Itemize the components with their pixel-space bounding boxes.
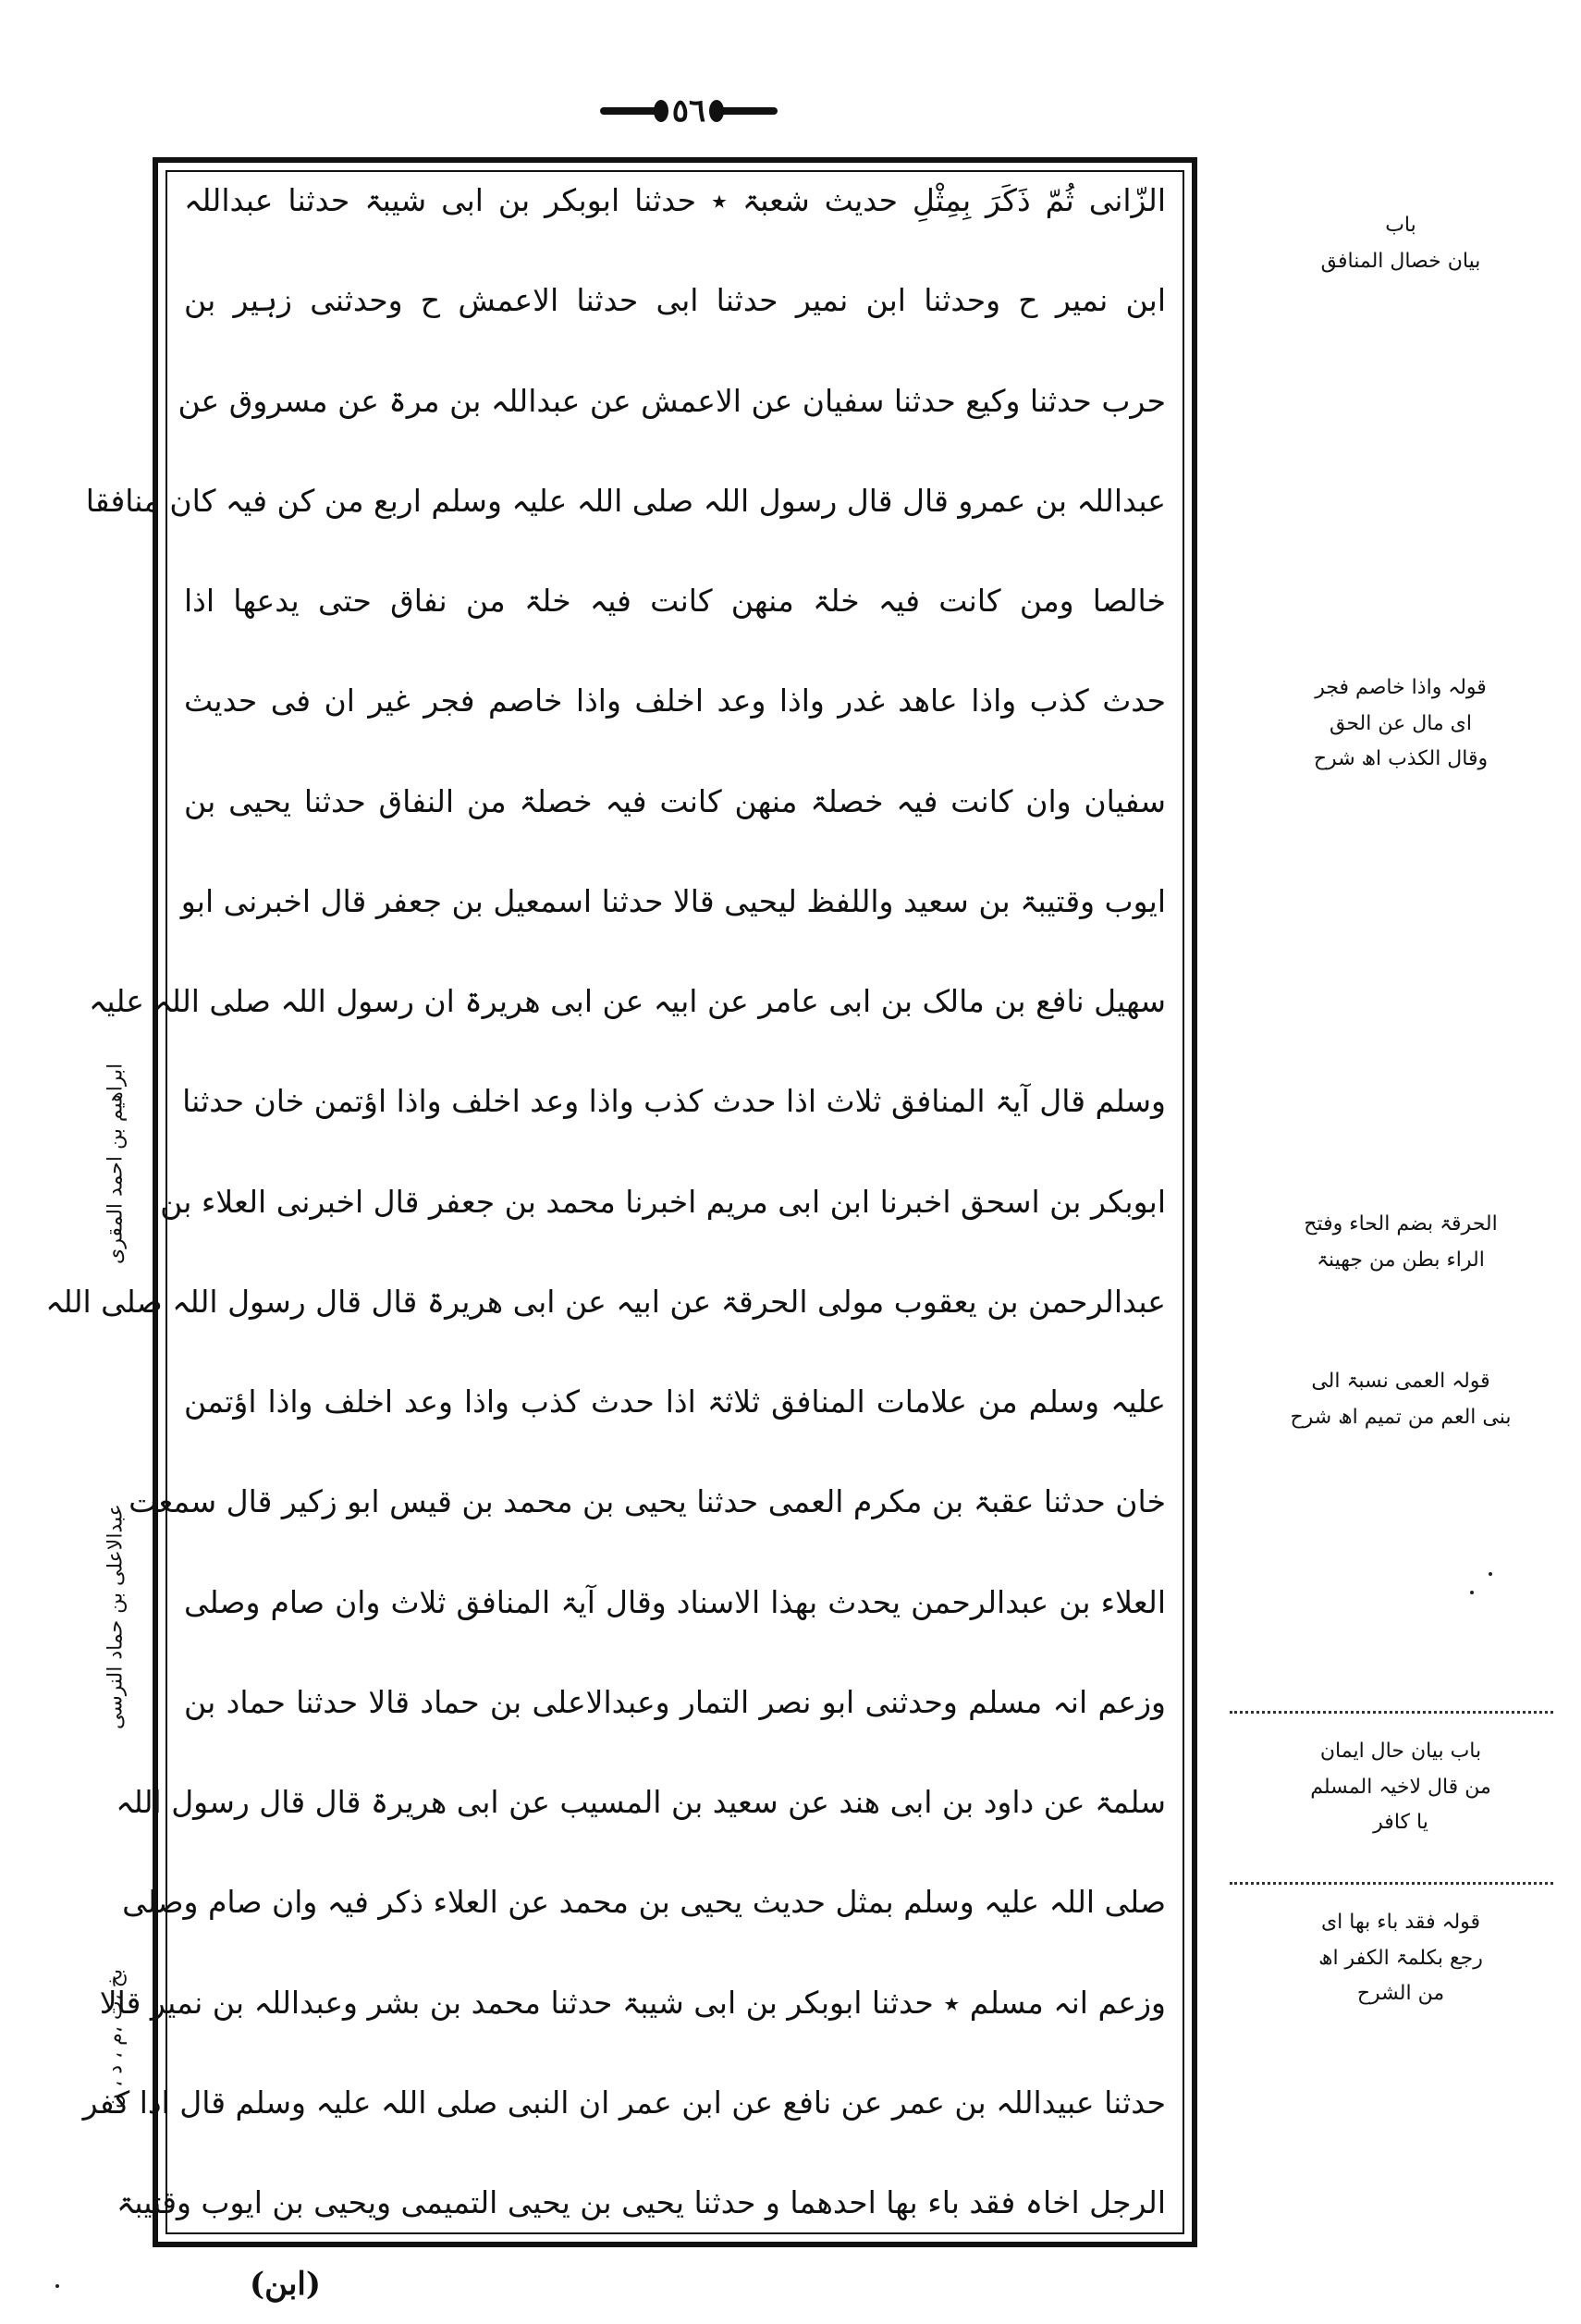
text-line: ابوبکر بن اسحق اخبرنا ابن ابی مریم اخبرنا محمد بن جعفر قال اخبرنی العلاء بن: [160, 1183, 1166, 1220]
text-line: عبدالرحمن بن یعقوب مولی الحرقۃ عن ابیہ عن ابی ھریرۃ قال قال رسول اللہ صلی اللہ: [45, 1283, 1166, 1320]
text-line: حرب حدثنا وکیع حدثنا سفیان عن الاعمش عن عبداللہ بن مرۃ عن مسروق عن: [178, 382, 1166, 419]
page-number-header: [573, 88, 804, 134]
text-line: خالصا ومن کانت فیہ خلۃ منھن کانت فیہ خلۃ من نفاق حتی یدعھا اذا: [184, 583, 1166, 619]
scan-speck: [55, 2284, 59, 2288]
text-line: ابن نمیر ح وحدثنا ابن نمیر حدثنا ابی حدثنا الاعمش ح وحدثنی زہیر بن: [184, 282, 1166, 319]
text-line: وزعم انہ مسلم ٭ حدثنا ابوبکر بن ابی شیبۃ حدثنا محمد بن بشر وعبداللہ بن نمیر قالا: [99, 1984, 1166, 2021]
printer-signature: (ابن): [250, 2266, 321, 2303]
text-line: سفیان وان کانت فیہ خصلۃ منھن کانت فیہ خصلۃ من النفاق حدثنا یحیی بن: [184, 782, 1166, 819]
scan-speck: [1489, 1572, 1492, 1576]
margin-note-gloss: قولہ فقد باء بھا ای رجع بکلمۃ الکفر اھ من الشرح: [1318, 1911, 1483, 2005]
page-number: ٥٦: [671, 92, 706, 129]
margin-divider: [1230, 1882, 1553, 1887]
vertical-margin-text: [92, 1064, 139, 2109]
text-line: الزّانی ثُمّ ذَکَرَ بِمِثْلِ حدیث شعبۃ ٭ حدثنا ابوبکر بن ابی شیبۃ حدثنا عبداللہ: [184, 182, 1166, 218]
margin-note-gloss: قولہ واذا خاصم فجر ای مال عن الحق وقال الکذب اھ شرح: [1313, 676, 1489, 770]
margin-note-gloss: قولہ العمی نسبۃ الی بنی العم من تمیم اھ شرح: [1290, 1370, 1512, 1429]
margin-note-chapter-heading: باب بیان خصال المنافق: [1320, 214, 1481, 273]
text-line: عبداللہ بن عمرو قال قال رسول اللہ صلی اللہ علیہ وسلم اربع من کن فیہ کان منافقا: [85, 482, 1166, 519]
margin-note-gloss: الحرقۃ بضم الحاء وفتح الراء بطن من جھینۃ: [1304, 1212, 1498, 1272]
margin-note-rijal: عبدالاعلی بن حماد النرسی: [104, 1504, 128, 1729]
text-line: صلی اللہ علیہ وسلم بمثل حدیث یحیی بن محمد عن العلاء ذکر فیہ وان صام وصلی: [122, 1884, 1166, 1921]
left-margin-notes: [92, 1064, 139, 2109]
text-line: حدث کذب واذا عاھد غدر واذا وعد اخلف واذا خاصم فجر غیر ان فی حدیث: [184, 682, 1166, 719]
text-line: وزعم انہ مسلم وحدثنی ابو نصر التمار وعبدالاعلی بن حماد قالا حدثنا حماد بن: [184, 1683, 1166, 1720]
text-line: الرجل اخاہ فقد باء بھا احدھما و حدثنا یحیی بن یحیی التمیمی ویحیی بن ایوب وقتیبۃ: [116, 2184, 1166, 2220]
text-line: سھیل نافع بن مالک بن ابی عامر عن ابیہ عن ابی ھریرۃ ان رسول اللہ صلی اللہ علیہ: [89, 983, 1166, 1019]
text-line: سلمۃ عن داود بن ابی ھند عن سعید بن المسیب عن ابی ھریرۃ قال قال رسول اللہ: [116, 1784, 1166, 1820]
margin-divider: [1230, 1711, 1553, 1715]
text-line: ایوب وقتیبۃ بن سعید واللفظ لیحیی قالا حدثنا اسمعیل بن جعفر قال اخبرنی ابو: [180, 882, 1166, 919]
text-line: العلاء بن عبدالرحمن یحدث بھذا الاسناد وقال آیۃ المنافق ثلاث وان صام وصلی: [184, 1583, 1166, 1620]
text-line: خان حدثنا عقبۃ بن مکرم العمی حدثنا یحیی بن محمد بن قیس ابو زکیر قال سمعت: [129, 1483, 1166, 1520]
ornament-right-icon: [713, 107, 778, 115]
scan-speck: [1470, 1591, 1474, 1594]
margin-note-chapter-heading: باب بیان حال ایمان من قال لاخیہ المسلم یا کافر: [1310, 1740, 1491, 1834]
text-line: علیہ وسلم من علامات المنافق ثلاثۃ اذا حدث کذب واذا وعد اخلف واذا اؤتمن: [184, 1383, 1166, 1420]
margin-note-rijal: ابراھیم بن احمد المقری: [104, 1064, 128, 1265]
margin-note-rijal: بخ ،ت ،م ، د ، ن: [104, 1969, 128, 2109]
text-line: وسلم قال آیۃ المنافق ثلاث اذا حدث کذب واذا وعد اخلف واذا اؤتمن خان حدثنا: [182, 1083, 1166, 1120]
ornament-left-icon: [600, 107, 665, 115]
text-line: حدثنا عبیداللہ بن عمر عن نافع عن ابن عمر ان النبی صلی اللہ علیہ وسلم قال اذا کفر: [82, 2084, 1166, 2121]
